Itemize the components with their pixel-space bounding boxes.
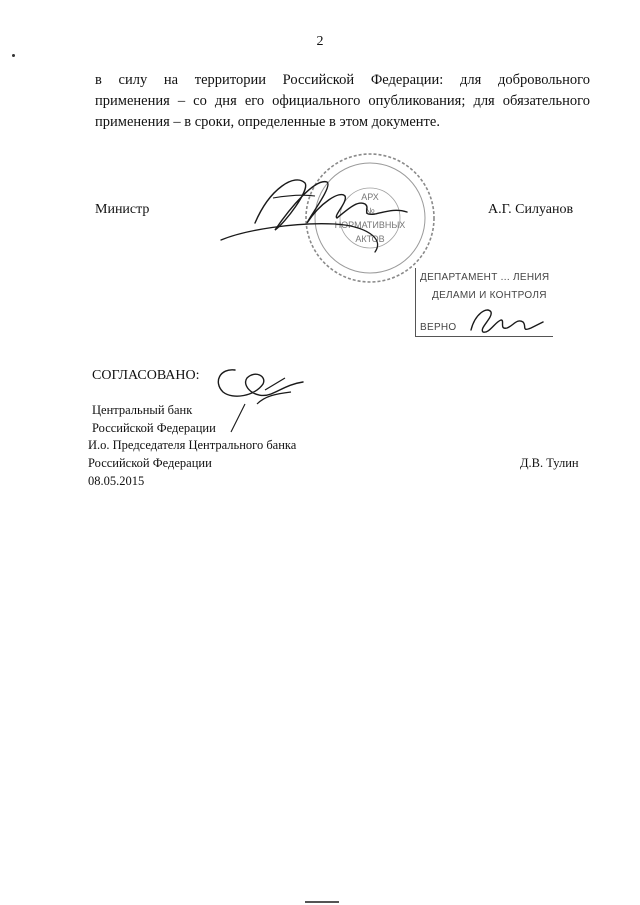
seal-line-2: № [365, 206, 375, 216]
certification-line-3: ВЕРНО [420, 322, 457, 333]
certifier-signature [465, 302, 545, 338]
agreed-position-line-2: Российской Федерации [88, 456, 212, 470]
signatory-title: Министр [95, 202, 150, 217]
signatory-name: А.Г. Силуанов [488, 202, 574, 217]
agreed-position-line-1: И.о. Председателя Центрального банка [88, 438, 297, 452]
page-number: 2 [316, 34, 324, 49]
scan-edge-mark [305, 901, 339, 903]
seal-line-4: АКТОВ [355, 234, 385, 244]
body-line-3: применения – в сроки, определенные в этом документе. [95, 114, 440, 130]
seal-line-1: АРХ [361, 192, 379, 202]
certification-line-1: ДЕПАРТАМЕНТ ... ЛЕНИЯ [420, 272, 550, 283]
body-line-2: применения – со дня его официального опубликования; для обязательного [95, 93, 590, 109]
body-paragraph [95, 70, 590, 133]
agreed-org-line-1: Центральный банк [92, 403, 193, 417]
minister-signature [215, 168, 425, 258]
body-line-1: в силу на территории Российской Федерации: для добровольного [95, 72, 590, 88]
scan-speck [12, 54, 15, 57]
agreed-org-line-2: Российской Федерации [92, 421, 216, 435]
agreed-heading: СОГЛАСОВАНО: [92, 368, 200, 383]
agreed-date: 08.05.2015 [88, 474, 145, 488]
certification-line-2: ДЕЛАМИ И КОНТРОЛЯ [432, 290, 547, 301]
seal-line-3: НОРМАТИВНЫХ [334, 220, 406, 230]
agreed-name: Д.В. Тулин [520, 456, 579, 470]
central-bank-signature [195, 360, 310, 438]
